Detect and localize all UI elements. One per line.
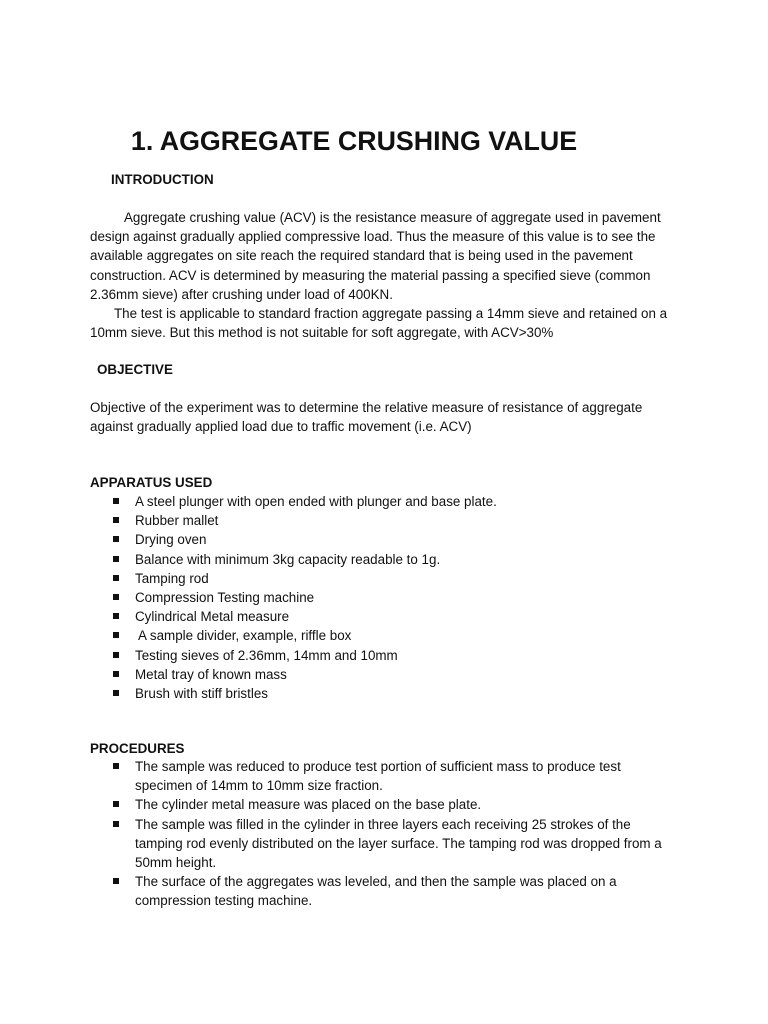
introduction-paragraph-2: The test is applicable to standard fraction aggregate passing a 14mm sieve and retained on a 10mm sieve. But this method is not suitable for soft aggregate, with ACV>30% xyxy=(90,306,668,341)
list-item: Drying oven xyxy=(90,530,680,549)
bullet-icon xyxy=(113,878,119,884)
introduction-paragraph-1: Aggregate crushing value (ACV) is the resistance measure of aggregate used in pavement design against gradually applied compressive load. Thus the measure of this value is to see the available aggregates on site reach the required standard that is being used in the pavement construction. ACV is determined by measuring the material passing a specified sieve (common 2.36mm sieve) after crushing under load of 400KN. xyxy=(90,210,661,302)
bullet-icon xyxy=(113,517,119,523)
apparatus-heading: APPARATUS USED xyxy=(90,475,213,490)
apparatus-list xyxy=(90,492,680,703)
introduction-heading: INTRODUCTION xyxy=(111,172,214,187)
list-item: Tamping rod xyxy=(90,569,680,588)
bullet-icon xyxy=(113,652,119,658)
list-item: Balance with minimum 3kg capacity readable to 1g. xyxy=(90,550,680,569)
bullet-icon xyxy=(113,498,119,504)
list-item: The sample was filled in the cylinder in three layers each receiving 25 strokes of the tamping rod evenly distributed on the layer surface. The tamping rod was dropped from a 50mm height. xyxy=(90,815,680,873)
list-item: The cylinder metal measure was placed on the base plate. xyxy=(90,795,680,814)
bullet-icon xyxy=(113,671,119,677)
list-item: Cylindrical Metal measure xyxy=(90,607,680,626)
bullet-icon xyxy=(113,632,119,638)
objective-paragraph: Objective of the experiment was to determine the relative measure of resistance of aggregate against gradually applied load due to traffic movement (i.e. ACV) xyxy=(90,400,643,435)
objective-text xyxy=(90,398,680,436)
procedures-heading: PROCEDURES xyxy=(90,741,185,756)
bullet-icon xyxy=(113,763,119,769)
objective-heading: OBJECTIVE xyxy=(97,362,173,377)
document-title: 1. AGGREGATE CRUSHING VALUE xyxy=(130,126,578,156)
introduction-text xyxy=(90,208,680,342)
bullet-icon xyxy=(113,821,119,827)
list-item: Testing sieves of 2.36mm, 14mm and 10mm xyxy=(90,646,680,665)
bullet-icon xyxy=(113,575,119,581)
bullet-icon xyxy=(113,613,119,619)
procedures-list xyxy=(90,757,680,911)
bullet-icon xyxy=(113,594,119,600)
list-item: Metal tray of known mass xyxy=(90,665,680,684)
bullet-icon xyxy=(113,801,119,807)
bullet-icon xyxy=(113,556,119,562)
bullet-icon xyxy=(113,536,119,542)
list-item: The surface of the aggregates was leveled, and then the sample was placed on a compression testing machine. xyxy=(90,872,680,910)
list-item: Rubber mallet xyxy=(90,511,680,530)
list-item: The sample was reduced to produce test portion of sufficient mass to produce test specimen of 14mm to 10mm size fraction. xyxy=(90,757,680,795)
list-item: A steel plunger with open ended with plunger and base plate. xyxy=(90,492,680,511)
list-item: Compression Testing machine xyxy=(90,588,680,607)
list-item: A sample divider, example, riffle box xyxy=(90,626,680,645)
bullet-icon xyxy=(113,690,119,696)
list-item: Brush with stiff bristles xyxy=(90,684,680,703)
